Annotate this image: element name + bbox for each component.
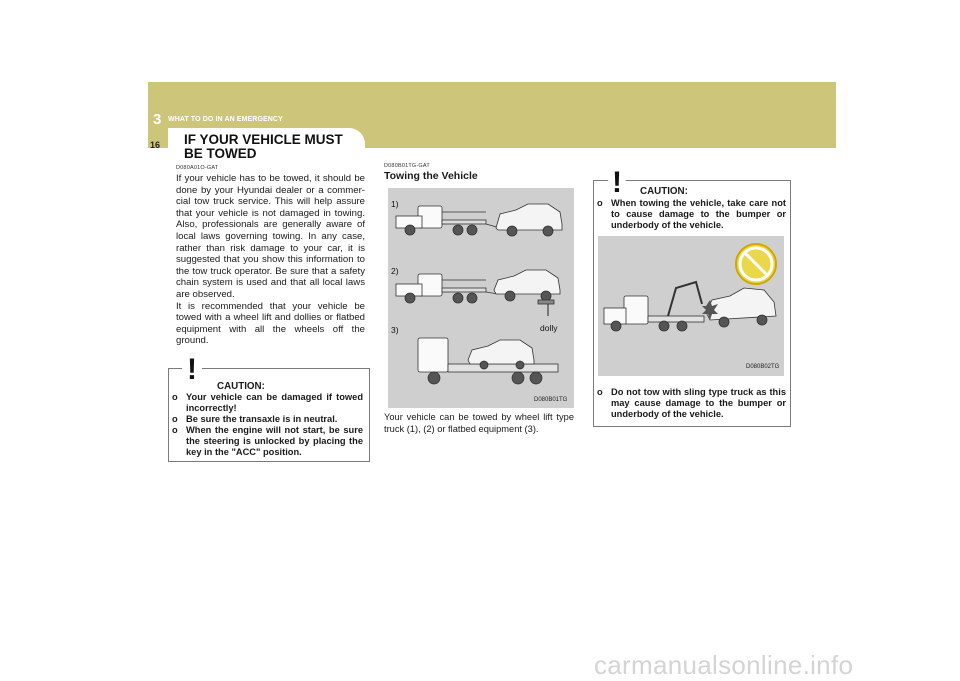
warning-triangle-icon [174, 349, 210, 385]
figure-code: D080B02TG [746, 364, 780, 370]
section-title: WHAT TO DO IN AN EMERGENCY [168, 116, 283, 123]
figure-code: D080B01TG [534, 397, 568, 403]
caution-list-bottom [594, 387, 786, 420]
caution-title: CAUTION: [217, 381, 265, 392]
figure-label-1: 1) [391, 199, 399, 209]
tow-illustration [388, 188, 574, 408]
truck-1 [396, 206, 500, 235]
caution-title: CAUTION: [640, 186, 688, 197]
car-1 [496, 204, 562, 236]
caution-box-right [593, 180, 791, 427]
list-item: o When towing the vehicle, take care not to cause damage to the bumper or underbody of the vehicle. [597, 198, 786, 230]
section-code: D080B01TG-GAT [384, 163, 430, 169]
section-code: D080A01O-GAT [176, 165, 219, 171]
list-item: o When the engine will not start, be sure the steering is unlocked by placing the key in the "ACC" position. [172, 425, 363, 457]
caution-list-top [594, 198, 786, 231]
watermark: carmanualsonline.info [594, 650, 854, 680]
prohibited-icon [736, 244, 776, 284]
section-heading: Towing the Vehicle [384, 170, 478, 182]
caution-list [169, 392, 363, 458]
section-number: 3 [153, 111, 162, 128]
left-column [176, 165, 365, 347]
recommendation-paragraph: It is recommended that your vehicle be towed with a wheel lift and dollies or flatbed equipment with all the wheels off the ground. [176, 300, 365, 347]
intro-paragraph: If your vehicle has to be towed, it should be done by your Hyundai dealer or a commer-cial tow truck service. This will help assure that your vehicle is not damaged in towing. Also, professionals are generally aware of local laws governing towing. In any case, rather than risk damage to your car, it is suggested that you show this information to the tow truck operator. Be sure that a safety chain system is used and that all local laws are observed. [176, 173, 365, 300]
sling-truck-figure [598, 236, 784, 376]
page-number: 16 [150, 140, 161, 150]
sling-car [706, 288, 776, 327]
svg-text:!: ! [612, 166, 622, 198]
figure-label-2: 2) [391, 266, 399, 276]
sling-illustration [598, 236, 784, 376]
middle-column [384, 163, 574, 182]
list-item: o Do not tow with sling type truck as this may cause damage to the bumper or underbody of the vehicle. [597, 387, 786, 419]
dolly-label: dolly [540, 323, 558, 333]
towing-figure [388, 188, 574, 408]
towing-description: Your vehicle can be towed by wheel lift type truck (1), (2) or flatbed equipment (3). [384, 412, 574, 434]
list-item: o Your vehicle can be damaged if towed incorrectly! [172, 392, 363, 413]
sling-truck [604, 282, 704, 331]
list-item: o Be sure the transaxle is in neutral. [172, 414, 338, 424]
car-2 [494, 270, 560, 304]
svg-text:!: ! [187, 353, 197, 385]
warning-triangle-icon [599, 162, 635, 198]
figure-label-3: 3) [391, 325, 399, 335]
truck-2 [396, 274, 498, 303]
page-title: IF YOUR VEHICLE MUST BE TOWED [184, 132, 343, 161]
